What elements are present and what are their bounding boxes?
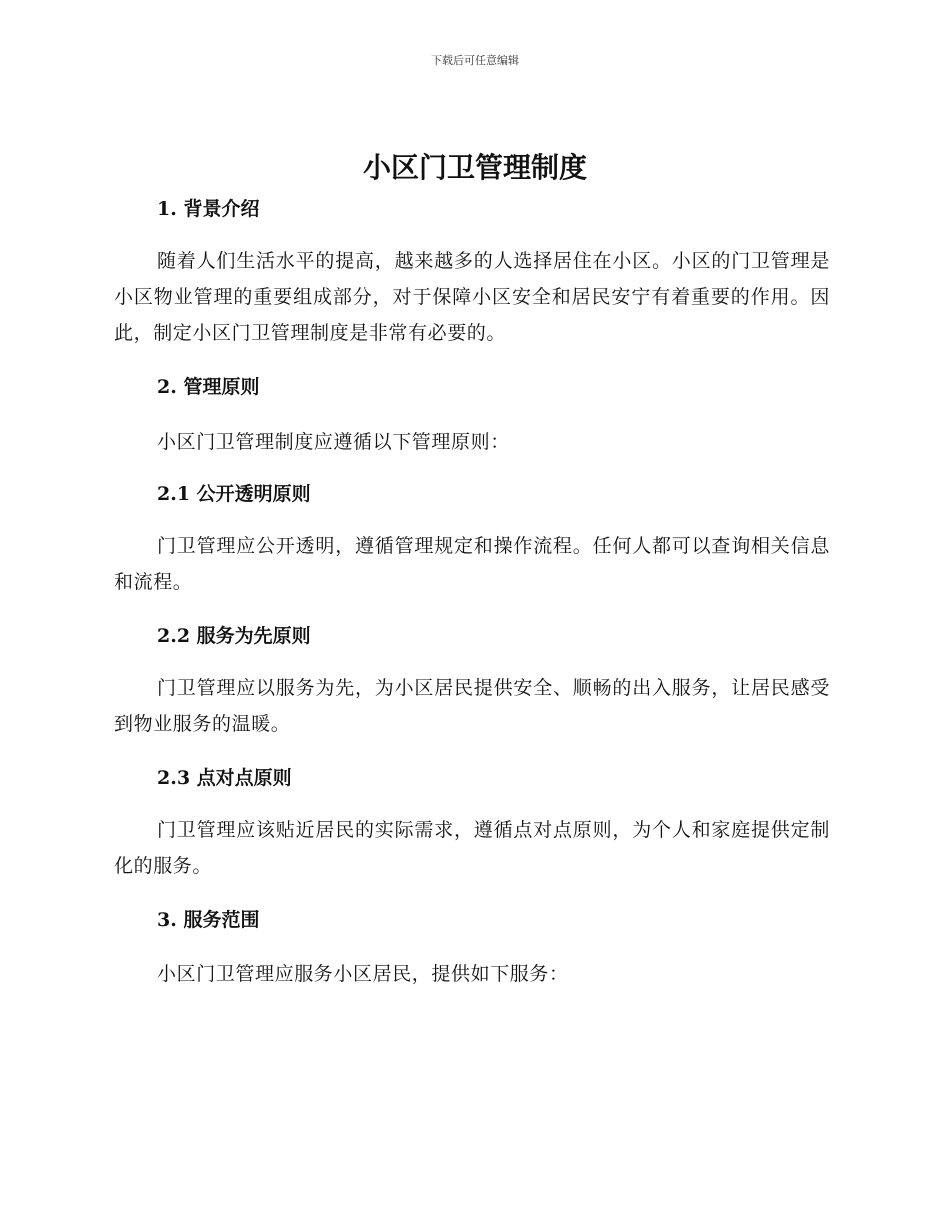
section-body-point-to-point: 门卫管理应该贴近居民的实际需求，遵循点对点原则，为个人和家庭提供定制化的服务。 <box>114 819 830 877</box>
section-body-principles: 小区门卫管理制度应遵循以下管理原则： <box>157 431 510 453</box>
section-heading-service-first: 2.2 服务为先原则 <box>157 625 311 647</box>
section-heading-transparency: 2.1 公开透明原则 <box>157 483 311 505</box>
section-body-background: 随着人们生活水平的提高，越来越多的人选择居住在小区。小区的门卫管理是小区物业管理的重要组成部分，对于保障小区安全和居民安宁有着重要的作用。因此，制定小区门卫管理制度是非常有必要的。 <box>114 250 830 344</box>
section-heading-point-to-point: 2.3 点对点原则 <box>157 767 292 789</box>
header-note: 下载后可任意编辑 <box>431 54 519 67</box>
section-body-service-first: 门卫管理应以服务为先，为小区居民提供安全、顺畅的出入服务，让居民感受到物业服务的温暖。 <box>114 677 830 735</box>
section-heading-service-scope: 3. 服务范围 <box>157 909 260 931</box>
section-body-service-scope: 小区门卫管理应服务小区居民，提供如下服务： <box>157 963 569 985</box>
section-heading-background: 1. 背景介绍 <box>157 198 260 220</box>
section-body-transparency: 门卫管理应公开透明，遵循管理规定和操作流程。任何人都可以查询相关信息和流程。 <box>114 535 830 593</box>
document-title: 小区门卫管理制度 <box>362 151 587 184</box>
section-heading-principles: 2. 管理原则 <box>157 376 260 398</box>
